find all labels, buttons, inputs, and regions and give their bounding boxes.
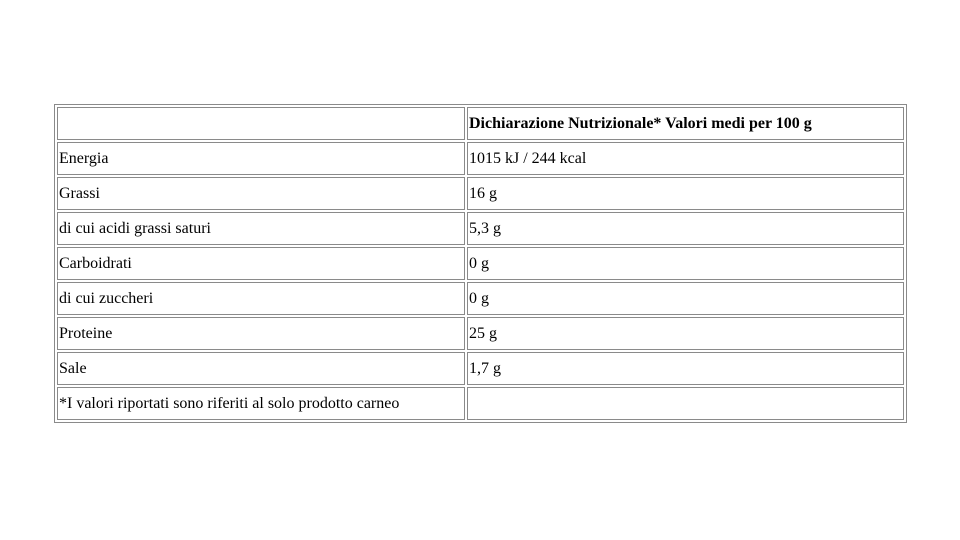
table-row: [57, 317, 904, 350]
header-corner-cell: [57, 107, 465, 140]
table-row: [57, 352, 904, 385]
table-title: Dichiarazione Nutrizionale* Valori medi per 100 g: [467, 107, 904, 140]
nutrient-value: 5,3 g: [467, 212, 904, 245]
footnote-row: [57, 387, 904, 420]
nutrient-value: 1,7 g: [467, 352, 904, 385]
table-row: [57, 212, 904, 245]
nutrient-label: di cui acidi grassi saturi: [57, 212, 465, 245]
nutrient-value: 0 g: [467, 282, 904, 315]
nutrient-label: Sale: [57, 352, 465, 385]
nutrient-value: 25 g: [467, 317, 904, 350]
footnote-text: *I valori riportati sono riferiti al solo prodotto carneo: [57, 387, 465, 420]
table-row: [57, 177, 904, 210]
nutrient-value: 1015 kJ / 244 kcal: [467, 142, 904, 175]
nutrient-label: di cui zuccheri: [57, 282, 465, 315]
table-row: [57, 282, 904, 315]
nutrient-label: Carboidrati: [57, 247, 465, 280]
footnote-empty-cell: [467, 387, 904, 420]
table-header-row: [57, 107, 904, 140]
nutrition-table: [54, 104, 907, 423]
nutrient-label: Grassi: [57, 177, 465, 210]
nutrient-value: 0 g: [467, 247, 904, 280]
table-row: [57, 247, 904, 280]
nutrient-label: Energia: [57, 142, 465, 175]
nutrient-label: Proteine: [57, 317, 465, 350]
table-row: [57, 142, 904, 175]
nutrient-value: 16 g: [467, 177, 904, 210]
